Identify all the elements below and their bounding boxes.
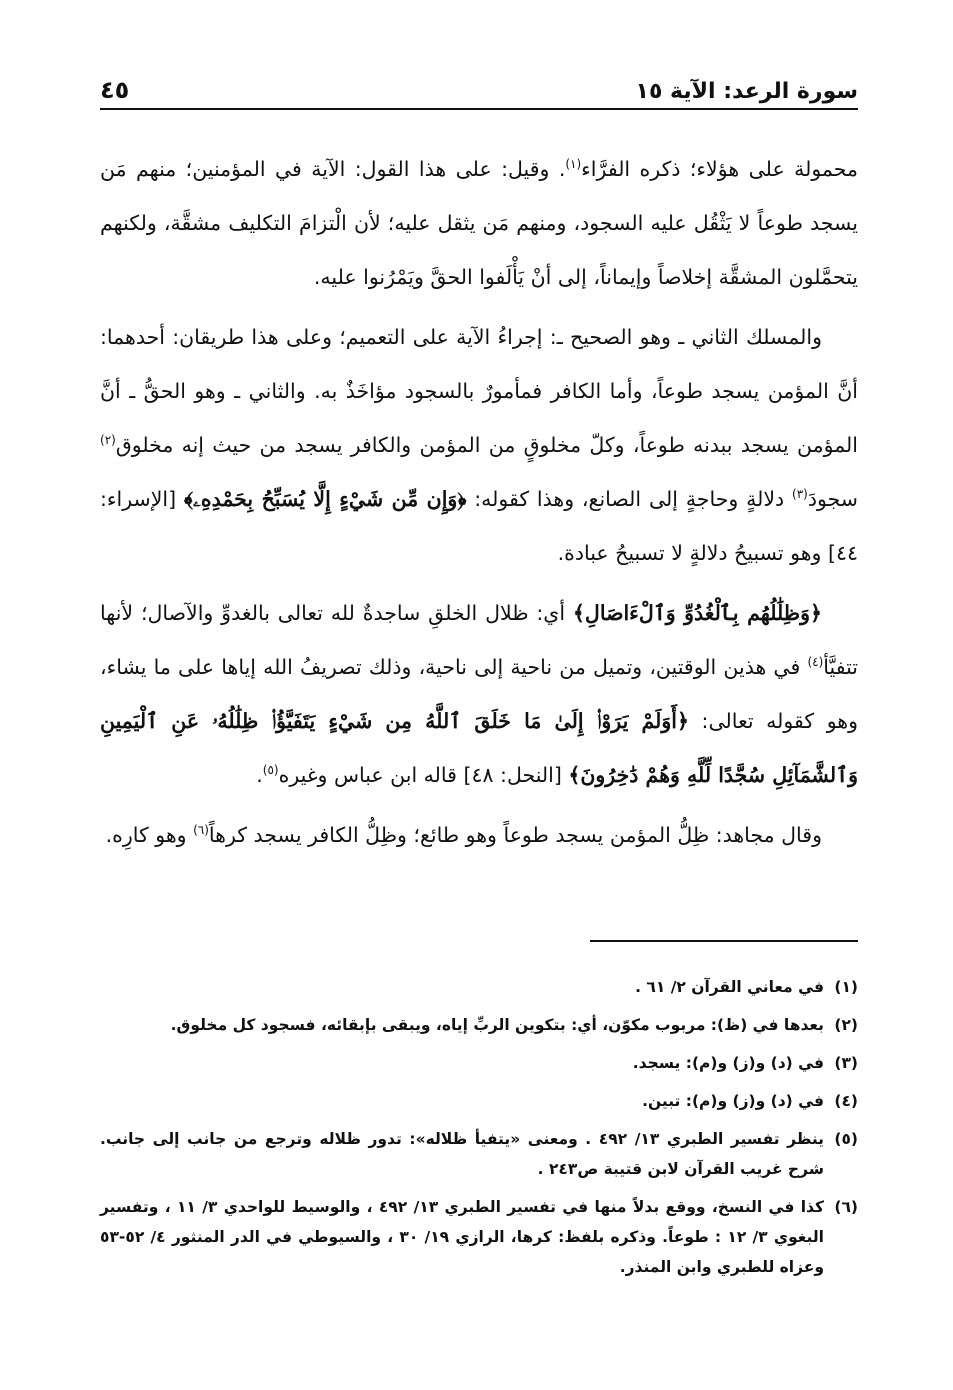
footnote-marker: (٤) — [807, 655, 824, 670]
surah-title: سورة الرعد: الآية ١٥ — [635, 79, 858, 104]
quran-verse: ﴿وَإِن مِّن شَيْءٍ إِلَّا يُسَبِّحُ بِحَمْدِهِۦ﴾ — [183, 487, 467, 511]
footnotes — [100, 972, 858, 1290]
text-run: [الإسراء: ٤٤] وهو تسبيحُ دلالةٍ لا تسبيحُ عبادة. — [100, 487, 858, 565]
footnote-number: (١) — [834, 978, 858, 996]
quran-verse: ﴿أَوَلَمْ يَرَوْا۟ إِلَىٰ مَا خَلَقَ ٱللَّهُ مِن شَيْءٍ يَتَفَيَّؤُا۟ ظِلَٰلُهُۥ عَنِ ٱلْيَمِينِ وَٱلشَّمَآئِلِ سُجَّدًا لِّلَّهِ وَهُمْ دَٰخِرُونَ﴾ — [100, 709, 858, 787]
footnote-marker: (٦) — [193, 823, 209, 838]
footnote — [100, 972, 858, 1002]
footnote-marker: (٢) — [100, 433, 116, 448]
footnote-marker: (٣) — [792, 487, 808, 502]
footnote-number: (٥) — [834, 1130, 858, 1148]
footnote-number: (٦) — [834, 1198, 858, 1216]
text-run: . — [256, 763, 263, 787]
footnote-text: في (د) و(ز) و(م): تبين. — [642, 1092, 824, 1110]
text-run: . وقيل: على هذا القول: الآية في المؤمنين؛ منهم مَن يسجد طوعاً لا يَثْقُل عليه السجود، ومنهم مَن يثقل عليه؛ لأن الْتزامَ التكليف مشقَّة، ولكنهم يتحمَّلون المشقَّة إخلاصاً وإيماناً، إلى أنْ يَأْلَفوا الحقَّ ويَمْرُنوا عليه. — [100, 157, 858, 289]
footnote — [100, 1048, 858, 1078]
footnote — [100, 1124, 858, 1184]
text-run: وقال مجاهد: ظِلُّ المؤمن يسجد طوعاً وهو طائع؛ وظِلُّ الكافر يسجد كرهاً — [208, 823, 822, 847]
footnote-separator — [590, 940, 858, 942]
text-run: سجودَ — [807, 487, 858, 511]
quran-verse: ﴿وَظِلَٰلُهُم بِٱلْغُدُوِّ وَٱلْءَاصَالِ﴾ — [572, 601, 822, 625]
text-run: محمولة على هؤلاء؛ ذكره الفرَّاء — [581, 157, 858, 181]
footnote-number: (٤) — [834, 1092, 858, 1110]
paragraph — [100, 586, 858, 802]
footnote-marker: (٥) — [262, 763, 279, 778]
paragraph — [100, 310, 858, 580]
page-number: ٤٥ — [100, 76, 130, 104]
footnote-number: (٣) — [834, 1054, 858, 1072]
footnote-text: ينظر تفسير الطبري ١٣/ ٤٩٢ . ومعنى «يتفيأ ظلاله»: تدور ظلاله وترجع من جانب إلى جانب. شرح غريب القرآن لابن قتيبة ص٢٤٣ . — [100, 1130, 825, 1178]
footnote-text: بعدها في (ظ): مربوب مكوّن، أي: بتكوين الربِّ إياه، ويبقى بإبقائه، فسجود كل مخلوق. — [170, 1016, 824, 1034]
text-run: في هذين الوقتين، وتميل من ناحية إلى ناحية، وذلك تصريفُ الله إياها على ما يشاء، وهو كقوله تعالى: — [100, 655, 858, 733]
footnote — [100, 1086, 858, 1116]
main-text — [100, 142, 858, 868]
footnote — [100, 1192, 858, 1282]
footnote-marker: (١) — [565, 157, 582, 172]
footnote — [100, 1010, 858, 1040]
footnote-text: كذا في النسخ، ووقع بدلاً منها في تفسير الطبري ١٣/ ٤٩٢ ، والوسيط للواحدي ٣/ ١١ ، وتفسير البغوي ٣/ ١٢ : طوعاً. وذكره بلفظ: كرها، الرازي ١٩/ ٣٠ ، والسيوطي في الدر المنثور ٤/ ٥٢-٥٣ وعزاه للطبري وابن المنذر. — [100, 1198, 824, 1276]
footnote-text: في معاني القرآن ٢/ ٦١ . — [635, 978, 824, 996]
paragraph — [100, 142, 858, 304]
footnote-number: (٢) — [834, 1016, 858, 1034]
footnote-text: في (د) و(ز) و(م): يسجد. — [632, 1054, 824, 1072]
text-run: أي: ظلال الخلقِ ساجدةٌ لله تعالى بالغدوِّ والآصال؛ لأنها تتفيَّأ — [100, 601, 858, 679]
text-run: [النحل: ٤٨] قاله ابن عباس وغيره — [278, 763, 569, 787]
text-run: دلالةٍ وحاجةٍ إلى الصانع، وهذا كقوله: — [466, 487, 793, 511]
page-header — [100, 60, 858, 110]
text-run: والمسلك الثاني ـ وهو الصحيح ـ: إجراءُ الآية على التعميم؛ وعلى هذا طريقان: أحدهما: أنَّ المؤمن يسجد طوعاً، وأما الكافر فمأمورٌ بالسجود مؤاخَذٌ به. والثاني ـ وهو الحقُّ ـ أنَّ المؤمن يسجد ببدنه طوعاً، وكلّ مخلوقٍ من المؤمن والكافر يسجد من حيث إنه مخلوق — [100, 325, 858, 457]
paragraph — [100, 808, 858, 862]
text-run: وهو كارِه. — [105, 823, 194, 847]
